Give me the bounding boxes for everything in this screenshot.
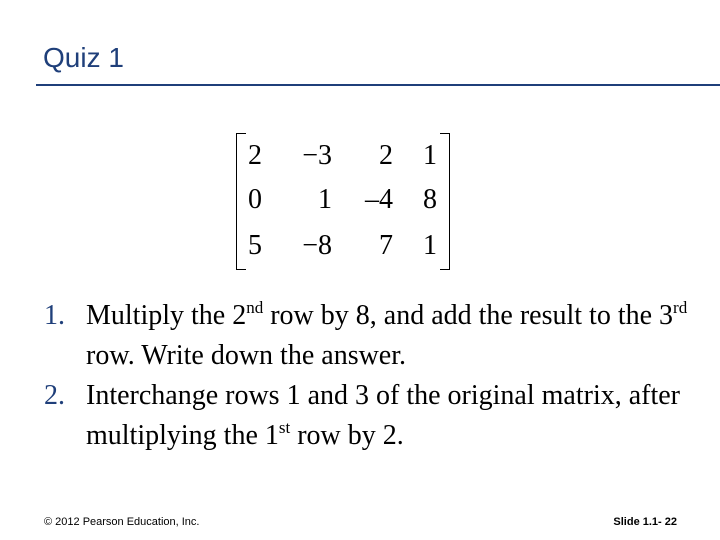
matrix-cell: 5 [248,230,262,261]
question-number: 2. [44,380,65,411]
ordinal-suffix: st [278,418,291,437]
title-divider [36,84,720,86]
footer-slide-number: Slide 1.1- 22 [613,516,677,528]
question-text [86,300,687,371]
matrix-cell: 7 [379,230,393,261]
question-item [44,376,694,456]
ordinal-suffix: nd [246,298,264,317]
question-text-part: row by 2. [290,420,404,451]
question-item [44,296,694,376]
question-text [86,380,680,451]
question-text-part: row. Write down the answer. [86,340,407,371]
matrix-cell: 1 [423,230,437,261]
matrix-cell: 2 [248,140,262,171]
matrix-cell: −3 [302,140,332,171]
question-text-part: row by 8, and add the result to the 3 [263,300,674,331]
footer-copyright: © 2012 Pearson Education, Inc. [44,516,200,528]
matrix-cell: 1 [318,184,332,215]
matrix-left-bracket [236,133,246,270]
question-list [44,296,694,456]
matrix-cell: 8 [423,184,437,215]
matrix [236,133,450,270]
question-text-part: Interchange rows 1 and 3 of the original matrix, after multiplying the 1 [86,380,681,451]
matrix-cell: 1 [423,140,437,171]
matrix-cell: 2 [379,140,393,171]
slide-title: Quiz 1 [43,42,124,73]
question-number: 1. [44,300,65,331]
matrix-cell: 0 [248,184,262,215]
matrix-cell: –4 [365,184,393,215]
matrix-cell: −8 [302,230,332,261]
question-text-part: Multiply the 2 [86,300,247,331]
matrix-right-bracket [440,133,450,270]
ordinal-suffix: rd [673,298,688,317]
